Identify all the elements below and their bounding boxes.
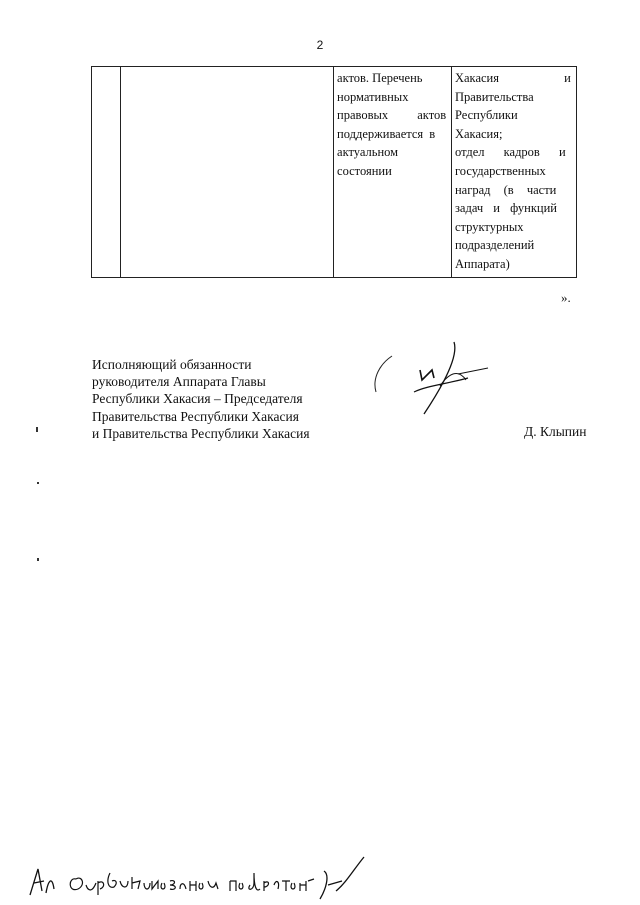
responsible-line: Хакасия и (454, 71, 571, 85)
signer-title (92, 356, 310, 442)
table-cell-number (92, 67, 121, 278)
scan-speck (37, 558, 39, 561)
table-cell-task (120, 67, 333, 278)
result-line: актов. Перечень (337, 71, 423, 85)
scan-speck (37, 482, 39, 484)
responsible-line: подразделений (454, 238, 535, 253)
responsible-line: задач и функций (454, 201, 557, 216)
responsible-line: наград (в части (454, 182, 557, 197)
responsible-line: государственных (454, 163, 546, 178)
signer-title-line: Исполняющий обязанности (92, 357, 252, 372)
responsible-line: отдел кадров и (454, 145, 566, 160)
responsible-line: Республики (454, 108, 518, 123)
result-line: нормативных (337, 89, 409, 104)
responsible-line: Правительства (454, 89, 534, 104)
result-line: актуальном (337, 145, 399, 160)
table-cell-responsible (451, 67, 576, 278)
scan-speck (36, 427, 38, 432)
handwritten-note (24, 855, 374, 903)
result-line: правовых актов (337, 108, 447, 123)
continuation-table (91, 66, 577, 278)
signer-title-line: Правительства Республики Хакасия (92, 408, 299, 424)
responsible-line: структурных (454, 219, 524, 234)
result-line: поддерживается в (337, 126, 436, 141)
table-row (92, 67, 577, 278)
closing-quote: ». (561, 290, 571, 305)
signer-name: Д. Клыпин (524, 424, 587, 439)
table-cell-result (334, 67, 452, 278)
page-number: 2 (316, 38, 324, 52)
handwritten-signature (362, 334, 492, 424)
responsible-line: Хакасия; (454, 126, 503, 141)
responsible-line: Аппарата) (454, 256, 510, 271)
signer-title-line: и Правительства Республики Хакасия (92, 425, 310, 441)
signer-title-line: руководителя Аппарата Главы (92, 374, 266, 390)
result-line: состоянии (337, 163, 392, 178)
signer-title-line: Республики Хакасия – Председателя (92, 391, 303, 407)
